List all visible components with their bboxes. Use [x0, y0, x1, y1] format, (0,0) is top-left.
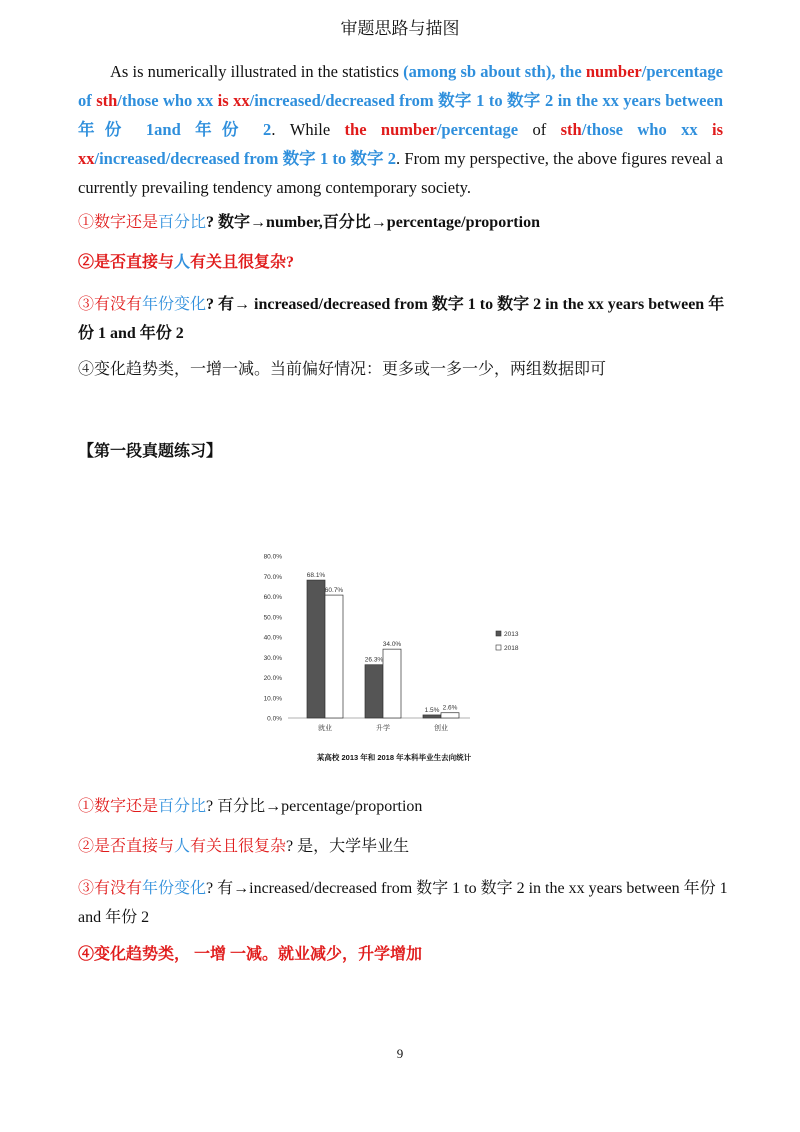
chart-caption: 某高校 2013 年和 2018 年本科毕业生去向统计	[316, 753, 472, 762]
para-text: . From my perspective, the above figures reveal a currently prevailing tendency among contemporary society.	[78, 149, 723, 197]
y-tick-label: 40.0%	[263, 634, 282, 642]
bar-2013-1	[365, 665, 383, 718]
legend-swatch-2018	[496, 645, 501, 650]
y-tick-label: 70.0%	[263, 573, 282, 581]
para-text: (among sb about sth)	[403, 62, 552, 81]
guide2-q1: ①数字还是百分比? 百分比→percentage/proportion	[78, 798, 423, 815]
data-label: 26.3%	[364, 656, 384, 664]
bar-2013-0	[307, 580, 325, 718]
legend-swatch-2013	[496, 631, 501, 636]
data-label: 34.0%	[382, 641, 402, 649]
bar-2018-2	[441, 713, 459, 718]
y-tick-label: 30.0%	[263, 654, 282, 662]
guide2-q3: ③有没有年份变化? 有→increased/decreased from 数字 1 to 数字 2 in the xx years between 年份 1 and 年份 2	[78, 880, 728, 926]
bar-2013-2	[423, 715, 441, 718]
para-text: the number	[344, 120, 437, 139]
template-paragraph	[78, 57, 723, 202]
data-label: 60.7%	[324, 587, 344, 595]
chart-svg	[258, 546, 530, 746]
x-tick-label: 就业	[318, 725, 332, 732]
para-text: sth	[96, 91, 118, 110]
bar-2018-1	[383, 649, 401, 718]
y-tick-label: 80.0%	[263, 553, 282, 561]
guide1-q2: ②是否直接与人有关且很复杂?	[78, 254, 295, 271]
para-text: . While	[271, 120, 345, 139]
para-text: /percentage	[436, 120, 519, 139]
para-text: is xx	[217, 91, 250, 110]
para-text: /increased/decreased from 数字 1 to 数字 2	[94, 149, 397, 168]
para-text: sth	[560, 120, 582, 139]
guide1-q4: ④变化趋势类，一增一减。当前偏好情况：更多或一多一少，两组数据即可	[78, 361, 607, 378]
x-tick-label: 升学	[376, 725, 390, 732]
para-text: , the	[551, 62, 586, 81]
y-tick-label: 10.0%	[263, 695, 282, 703]
page-header: 审题思路与描图	[340, 19, 460, 38]
para-text: As is numerically illustrated in the statistics	[110, 62, 404, 81]
data-label: 68.1%	[306, 572, 326, 580]
para-text: /those who xx	[581, 120, 712, 139]
x-tick-label: 创业	[434, 725, 448, 732]
legend-label: 2013	[504, 631, 519, 638]
page-number: 9	[396, 1046, 404, 1061]
bar-chart	[258, 546, 530, 746]
section-title: 【第一段真题练习】	[78, 443, 223, 460]
y-tick-label: 20.0%	[263, 675, 282, 682]
para-text: /those who xx	[117, 91, 218, 110]
guide1-q1: ①数字还是百分比? 数字→number,百分比→percentage/proportion	[78, 214, 540, 231]
y-tick-label: 0.0%	[267, 715, 282, 723]
guide1-q3: ③有没有年份变化? 有→ increased/decreased from 数字 1 to 数字 2 in the xx years between 年份 1 and 年份 2	[78, 296, 725, 342]
bar-2018-0	[325, 595, 343, 718]
guide2-q2: ②是否直接与人有关且很复杂? 是，大学毕业生	[78, 838, 410, 855]
y-tick-label: 50.0%	[263, 614, 282, 622]
data-label: 1.5%	[424, 706, 440, 714]
para-text: is xx	[78, 120, 724, 168]
para-text: /increased/decreased from 数字 1 to 数字 2 in the xx years between 年份 1and 年份 2	[78, 91, 723, 139]
guide2-q4: ④变化趋势类， 一增 一减。就业减少，升学增加	[78, 946, 423, 963]
para-text: /percentage of	[78, 62, 724, 110]
para-text: of	[518, 120, 561, 139]
para-text: number	[585, 62, 642, 81]
y-tick-label: 60.0%	[263, 594, 282, 601]
data-label: 2.6%	[442, 704, 458, 712]
legend-label: 2018	[504, 645, 519, 652]
